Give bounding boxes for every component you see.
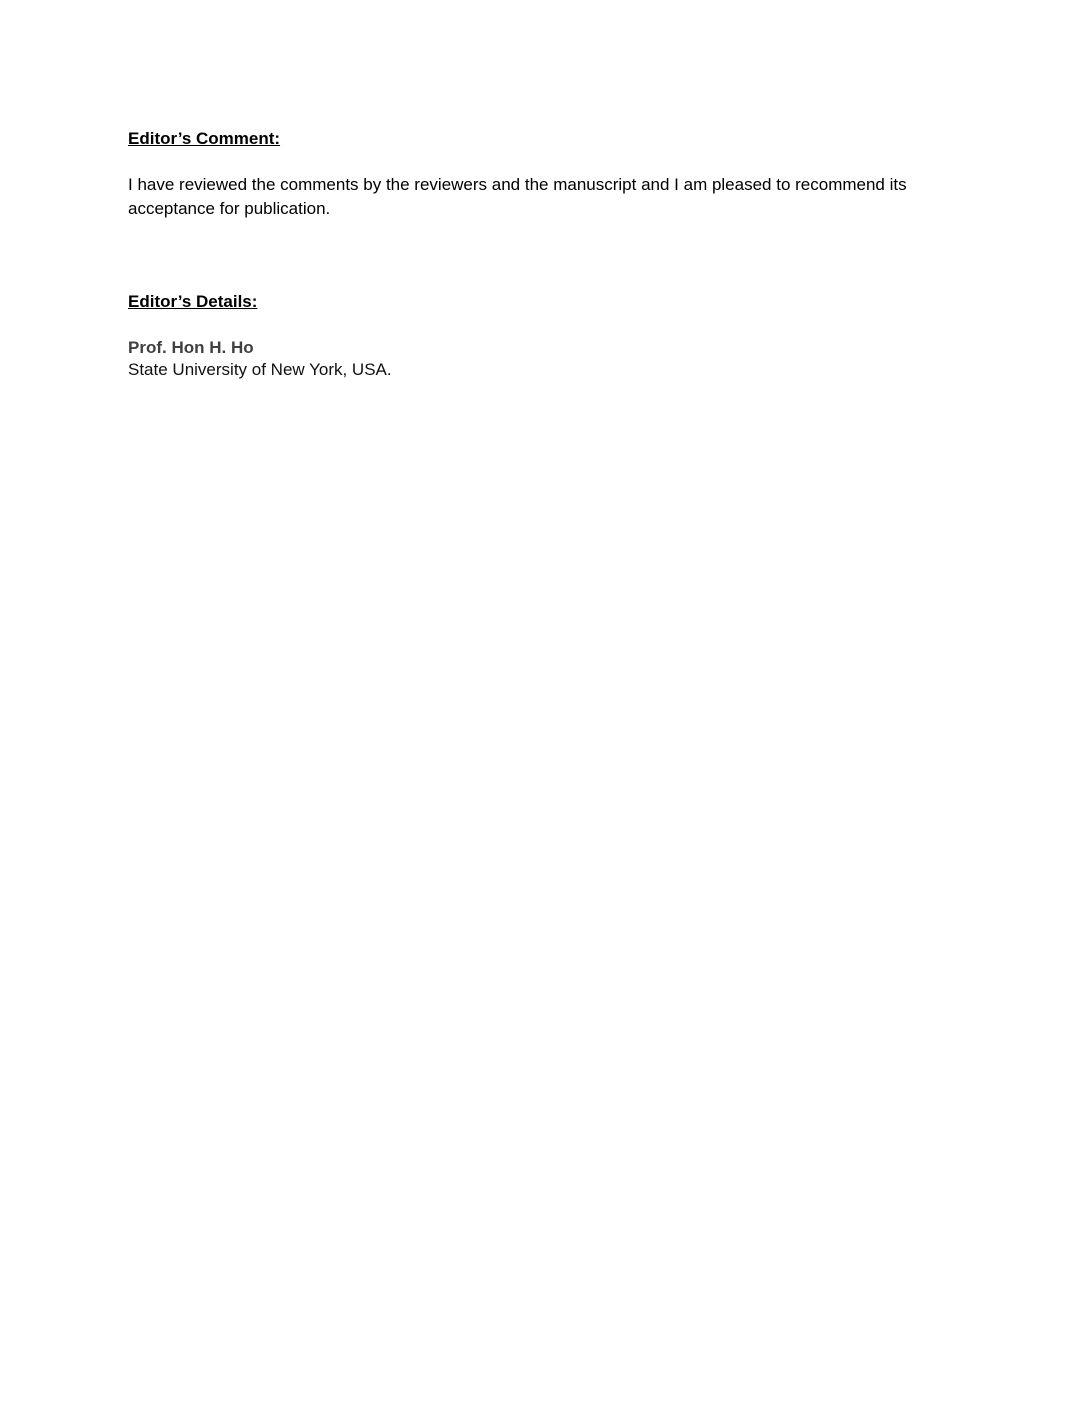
editor-comment-heading: Editor’s Comment: [128, 129, 281, 148]
editor-affiliation: State University of New York, USA. [128, 360, 392, 379]
editor-details-heading: Editor’s Details: [128, 292, 258, 311]
document-content [128, 128, 958, 381]
editor-name: Prof. Hon H. Ho [128, 338, 254, 357]
editor-comment-text: I have reviewed the comments by the reviewers and the manuscript and I am pleased to recommend its acceptance for publication. [128, 175, 907, 218]
